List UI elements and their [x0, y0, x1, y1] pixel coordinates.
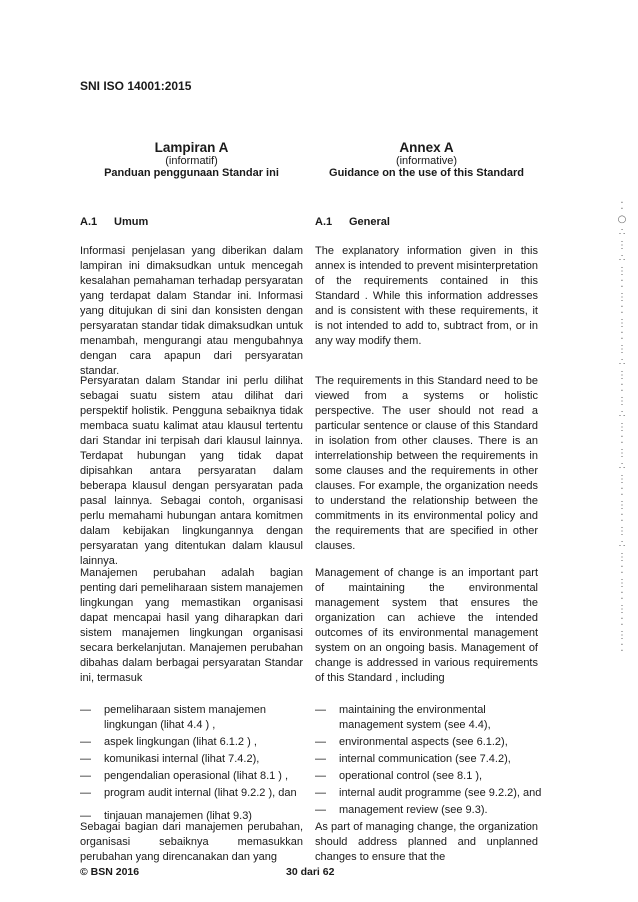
- bullet-list-en: [315, 703, 547, 820]
- paragraph: As part of managing change, the organization should address planned and unplanned changes to ensure that the: [315, 821, 538, 863]
- list-item: — management review (see 9.3).: [315, 804, 488, 816]
- paragraph: Persyaratan dalam Standar ini perlu dilihat sebagai suatu sistem atau dilihat dari perspektif holistik. Pengguna sebaiknya tidak membaca suatu kalimat atau klausul tertentu dari Standar ini terpisah dari klausul lainnya. Terdapat hubungan yang tidak dapat dipisahkan antara persyaratan dalam beberapa klausul dengan persyaratan pada pasal lainnya. Sebagai contoh, organisasi perlu memahami hubungan antara komitmen dalam kebijakan lingkungannya dengan persyaratan yang ditentukan dalam klausul lainnya.: [80, 375, 303, 567]
- list-item: — komunikasi internal (lihat 7.4.2),: [80, 753, 260, 765]
- annex-title-block-id: [80, 140, 303, 179]
- list-item: — operational control (see 8.1 ),: [315, 770, 483, 782]
- bullet-list-id: [80, 703, 303, 826]
- paragraph: Sebagai bagian dari manajemen perubahan, organisasi sebaiknya memasukkan perubahan yang direncanakan dan yang: [80, 821, 303, 863]
- annex-type: (informative): [395, 155, 458, 167]
- paragraph: The explanatory information given in this annex is intended to prevent misinterpretation of the requirements contained in this Standard . While this information addresses and is consistent with these requirements, it is not intended to add to, subtract from, or in any way modify them.: [315, 245, 538, 347]
- section-title: General: [349, 216, 390, 228]
- scan-margin-artifacts: ⁚ ○ ∴ ⋮ ∴ ⋮ ⁚ ⋮ ⁚ ⋮ ⁚ ⋮ ∴ ⋮ ⁚ ⋮ ∴ ⋮ ⁚ ⋮ ∴ ⋮ ⁚ ⋮ ⁚ ⋮ ∴ ⋮ ⁚ ⋮ ⁚ ⋮ ⁚ ⋮ ⁚: [617, 201, 627, 654]
- section-number: A.1: [315, 216, 333, 228]
- list-item: — maintaining the environmental management system (see 4.4),: [315, 704, 491, 731]
- annex-title-block-en: [315, 140, 538, 179]
- annex-type: (informatif): [165, 155, 218, 167]
- annex-title: Lampiran A: [154, 140, 229, 155]
- annex-subtitle: Panduan penggunaan Standar ini: [104, 167, 279, 179]
- list-item: — internal communication (see 7.4.2),: [315, 753, 511, 765]
- section-heading-en: [315, 216, 390, 228]
- document-id: SNI ISO 14001:2015: [80, 79, 192, 93]
- list-item: — environmental aspects (see 6.1.2),: [315, 736, 508, 748]
- annex-subtitle: Guidance on the use of this Standard: [329, 167, 524, 179]
- list-item: — program audit internal (lihat 9.2.2 ), dan: [80, 787, 297, 799]
- section-title: Umum: [114, 216, 149, 228]
- paragraph: Manajemen perubahan adalah bagian penting dari pemeliharaan sistem manajemen lingkungan yang memastikan organisasi dapat mencapai hasil yang diharapkan dari sistem manajemen lingkungan organisasi secara berkelanjutan. Manajemen perubahan dibahas dalam berbagai persyaratan Standar ini, termasuk: [80, 567, 303, 684]
- paragraph: The requirements in this Standard need to be viewed from a systems or holistic perspective. The user should not read a particular sentence or clause of this Standard in isolation from other clauses. There is an interrelationship between the requirements in some clauses and the requirements in other clauses. For example, the organization needs to understand the relationship between the commitments in its environmental policy and the requirements that are specified in other clauses.: [315, 375, 538, 552]
- list-item: — pengendalian operasional (lihat 8.1 ) ,: [80, 770, 289, 782]
- list-item: — tinjauan manajemen (lihat 9.3): [80, 810, 252, 822]
- annex-title: Annex A: [399, 140, 454, 155]
- paragraph: Management of change is an important part of maintaining the environmental management system that ensures the organization can achieve the intended outcomes of its environmental management system on an ongoing basis. Management of change is addressed in various requirements of this Standard , including: [315, 567, 538, 684]
- list-item: — internal audit programme (see 9.2.2), and: [315, 787, 542, 799]
- list-item: — pemeliharaan sistem manajemen lingkungan (lihat 4.4 ) ,: [80, 704, 267, 731]
- section-heading-id: [80, 216, 148, 228]
- footer-copyright: © BSN 2016: [80, 866, 140, 878]
- list-item: — aspek lingkungan (lihat 6.1.2 ) ,: [80, 736, 257, 748]
- page-number: 30 dari 62: [286, 866, 335, 878]
- paragraph: Informasi penjelasan yang diberikan dalam lampiran ini dimaksudkan untuk mencegah kesalahan pemahaman terhadap persyaratan yang terdapat dalam Standar ini. Informasi yang ditujukan di sini dan konsisten dengan persyaratan standar tidak dimaksudkan untuk menambah, mengurangi atau mengubahnya dengan cara apapun dari persyaratan standar.: [80, 245, 303, 377]
- section-number: A.1: [80, 216, 98, 228]
